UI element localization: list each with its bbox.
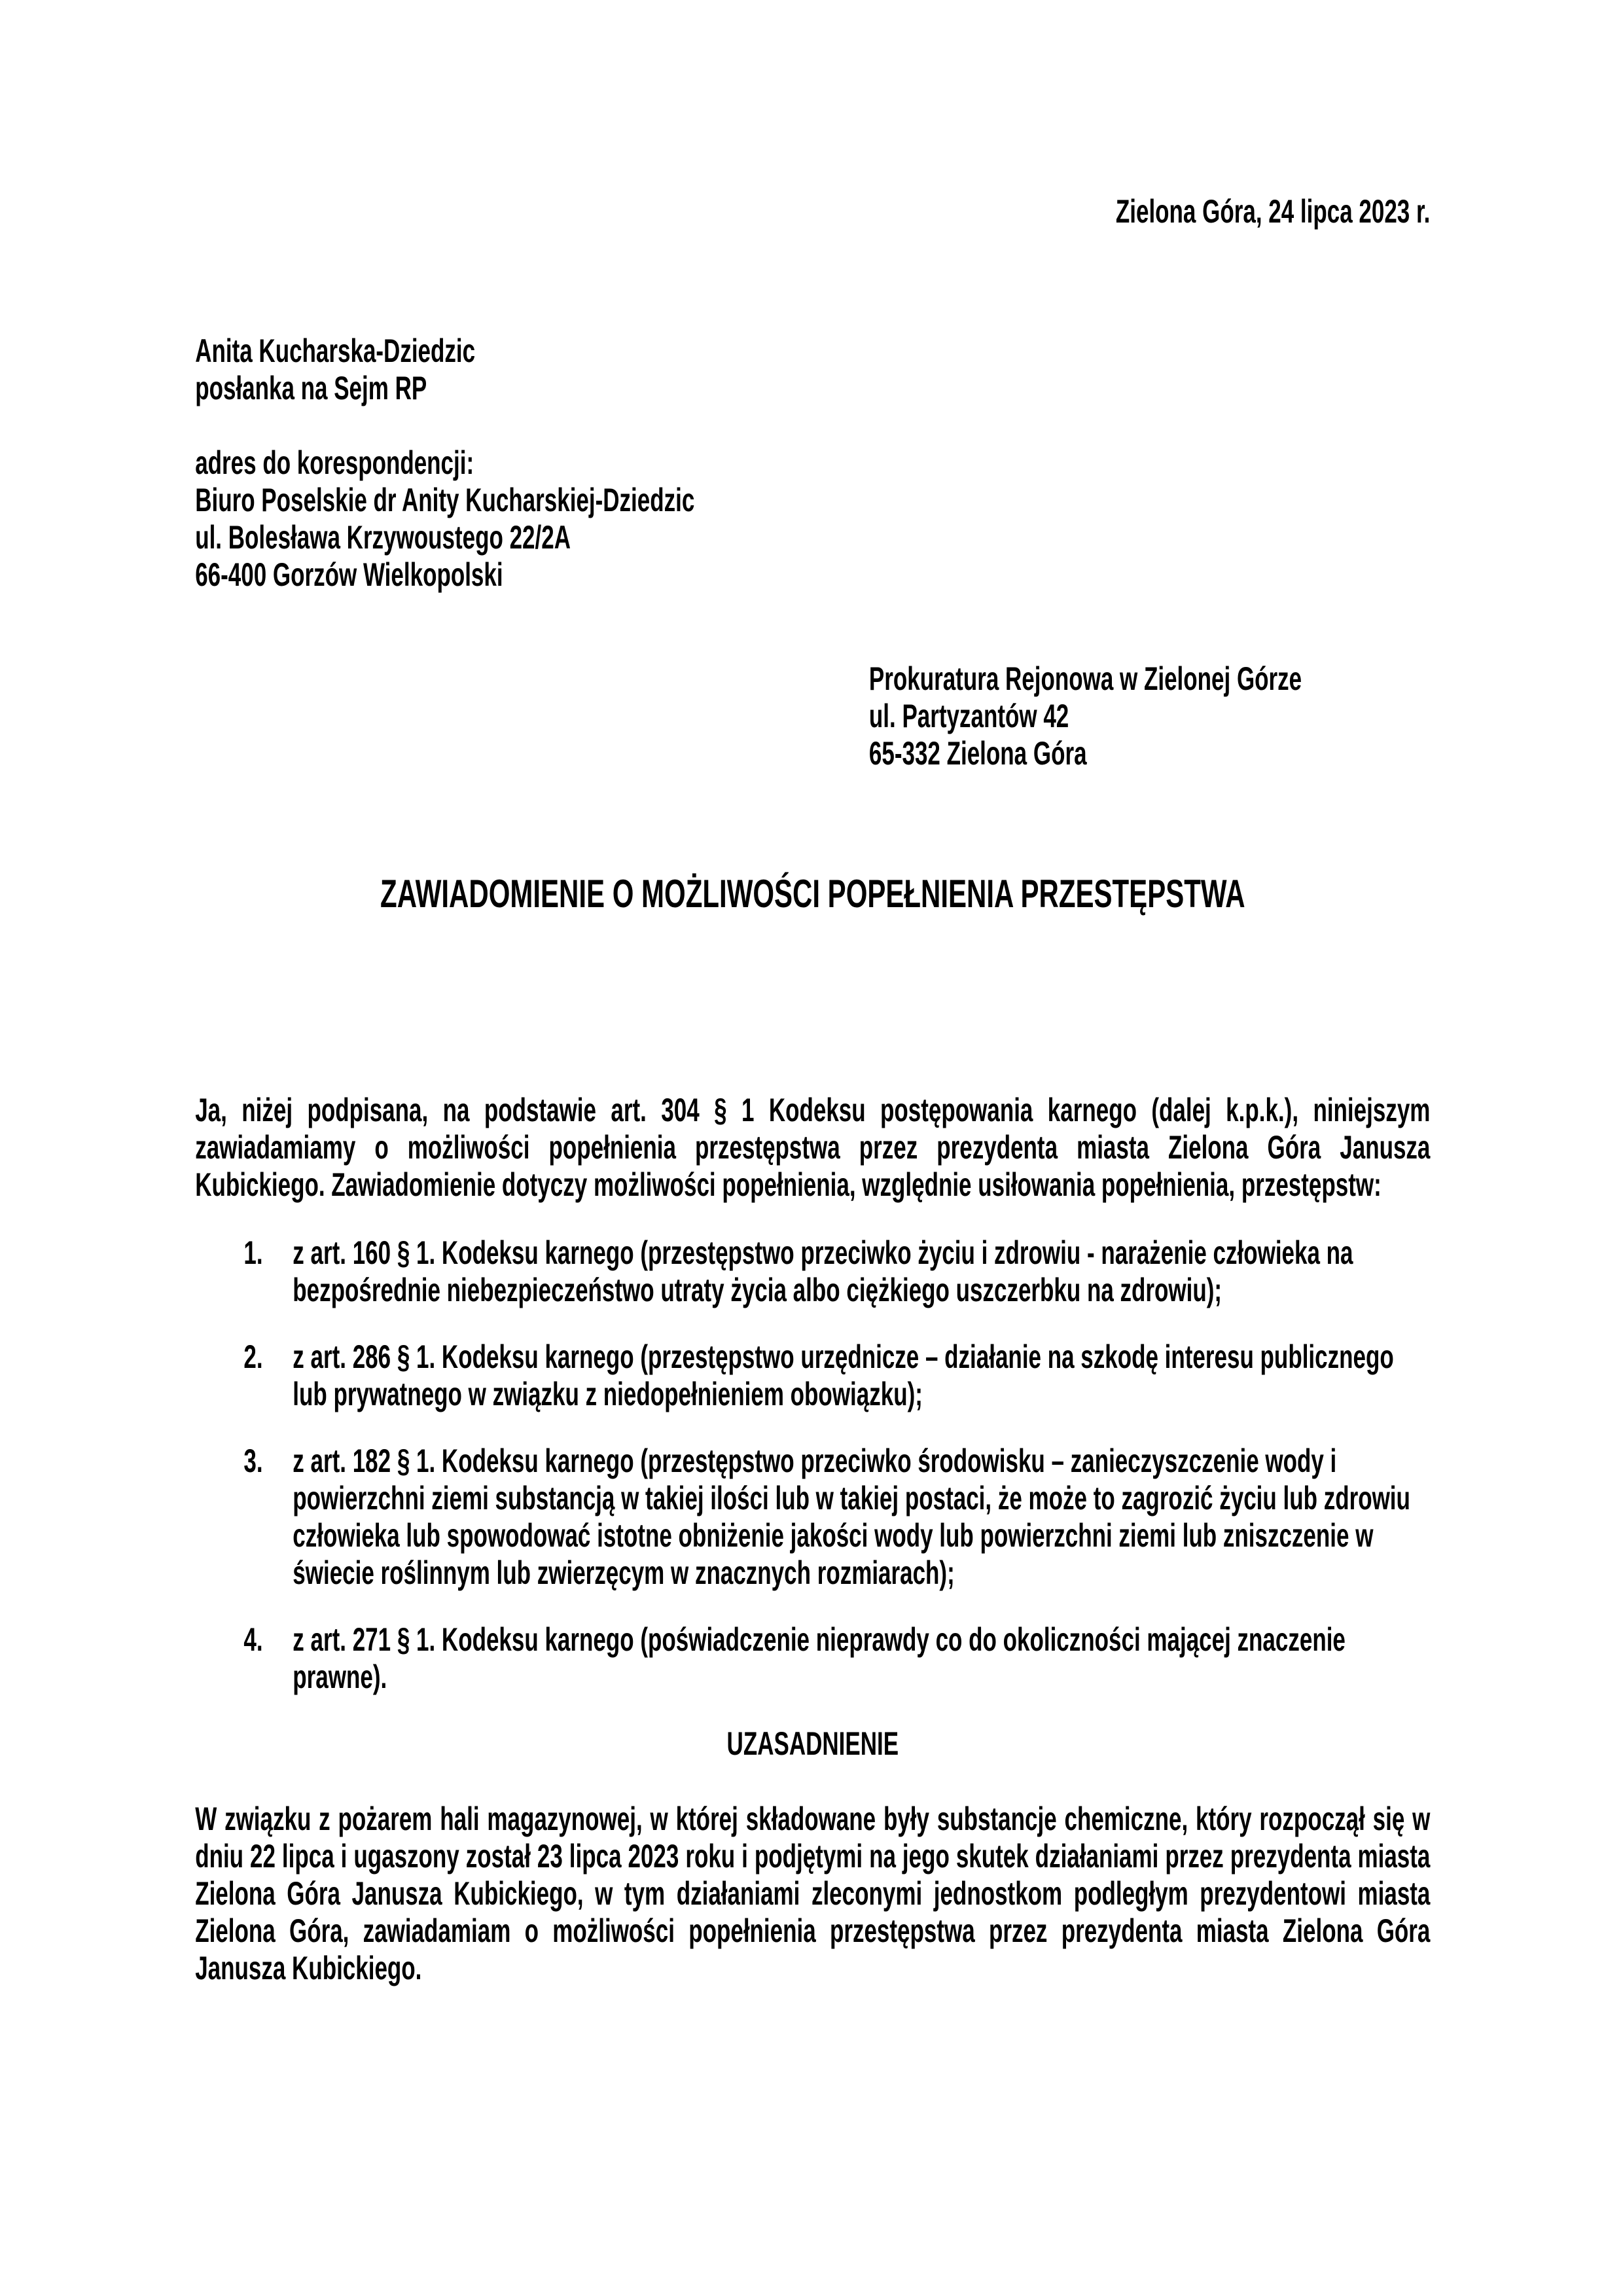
sender-name: Anita Kucharska-Dziedzic (195, 332, 476, 369)
offense-text: z art. 271 § 1. Kodeksu karnego (poświadczenie nieprawdy co do okoliczności mającej znaczenie prawne). (293, 1621, 1346, 1695)
date-line: Zielona Góra, 24 lipca 2023 r. (1115, 193, 1431, 230)
offense-list (195, 1234, 1430, 1696)
sender-role: posłanka na Sejm RP (195, 370, 427, 406)
offense-item (195, 1234, 1430, 1309)
offense-item (195, 1338, 1430, 1413)
recipient-block (869, 660, 1430, 772)
document-title: ZAWIADOMIENIE O MOŻLIWOŚCI POPEŁNIENIA PRZESTĘPSTWA (380, 872, 1245, 916)
sender-block (195, 332, 1430, 594)
sender-address-line: 66-400 Gorzów Wielkopolski (195, 556, 503, 593)
sender-address-label: adres do korespondencji: (195, 444, 474, 481)
blank-line (195, 407, 1430, 444)
recipient-line: ul. Partyzantów 42 (868, 698, 1069, 734)
offense-number: 1. (243, 1234, 263, 1271)
recipient-line: Prokuratura Rejonowa w Zielonej Górze (868, 660, 1302, 697)
body-paragraph: W związku z pożarem hali magazynowej, w której składowane były substancje chemiczne, który rozpoczął się w dniu 22 lipca i ugaszony został 23 lipca 2023 roku i podjętymi na jego skutek działaniami przez prezydenta miasta Zielona Góra Janusza Kubickiego, w tym działaniami zleconymi jednostkom podległym prezydentowi miasta Zielona Góra, zawiadamiam o możliwości popełnienia przestępstwa przez prezydenta miasta Zielona Góra Janusza Kubickiego. (195, 1801, 1431, 1986)
intro-paragraph: Ja, niżej podpisana, na podstawie art. 304 § 1 Kodeksu postępowania karnego (dalej k.p.k.), niniejszym zawiadamiamy o możliwości popełnienia przestępstwa przez prezydenta miasta Zielona Góra Janusza Kubickiego. Zawiadomienie dotyczy możliwości popełnienia, względnie usiłowania popełnienia, przestępstw: (195, 1092, 1431, 1203)
offense-text: z art. 160 § 1. Kodeksu karnego (przestępstwo przeciwko życiu i zdrowiu - narażenie człowieka na bezpośrednie niebezpieczeństwo utraty życia albo ciężkiego uszczerbku na zdrowiu); (293, 1234, 1353, 1308)
offense-item (195, 1443, 1430, 1592)
offense-item (195, 1621, 1430, 1696)
section-heading: UZASADNIENIE (726, 1725, 899, 1762)
offense-number: 4. (243, 1621, 263, 1658)
offense-number: 2. (243, 1338, 263, 1375)
offense-text: z art. 286 § 1. Kodeksu karnego (przestępstwo urzędnicze – działanie na szkodę interesu publicznego lub prywatnego w związku z niedopełnieniem obowiązku); (293, 1338, 1394, 1412)
offense-text: z art. 182 § 1. Kodeksu karnego (przestępstwo przeciwko środowisku – zanieczyszczenie wody i powierzchni ziemi substancją w takiej ilości lub w takiej postaci, że może to zagrozić życiu lub zdrowiu człowieka lub spowodować istotne obniżenie jakości wody lub powierzchni ziemi lub zniszczenie w świecie roślinnym lub zwierzęcym w znacznych rozmiarach); (293, 1443, 1410, 1591)
sender-address-line: ul. Bolesława Krzywoustego 22/2A (195, 519, 571, 556)
sender-address-line: Biuro Poselskie dr Anity Kucharskiej-Dziedzic (195, 482, 695, 518)
recipient-line: 65-332 Zielona Góra (868, 735, 1087, 772)
offense-number: 3. (243, 1443, 263, 1479)
